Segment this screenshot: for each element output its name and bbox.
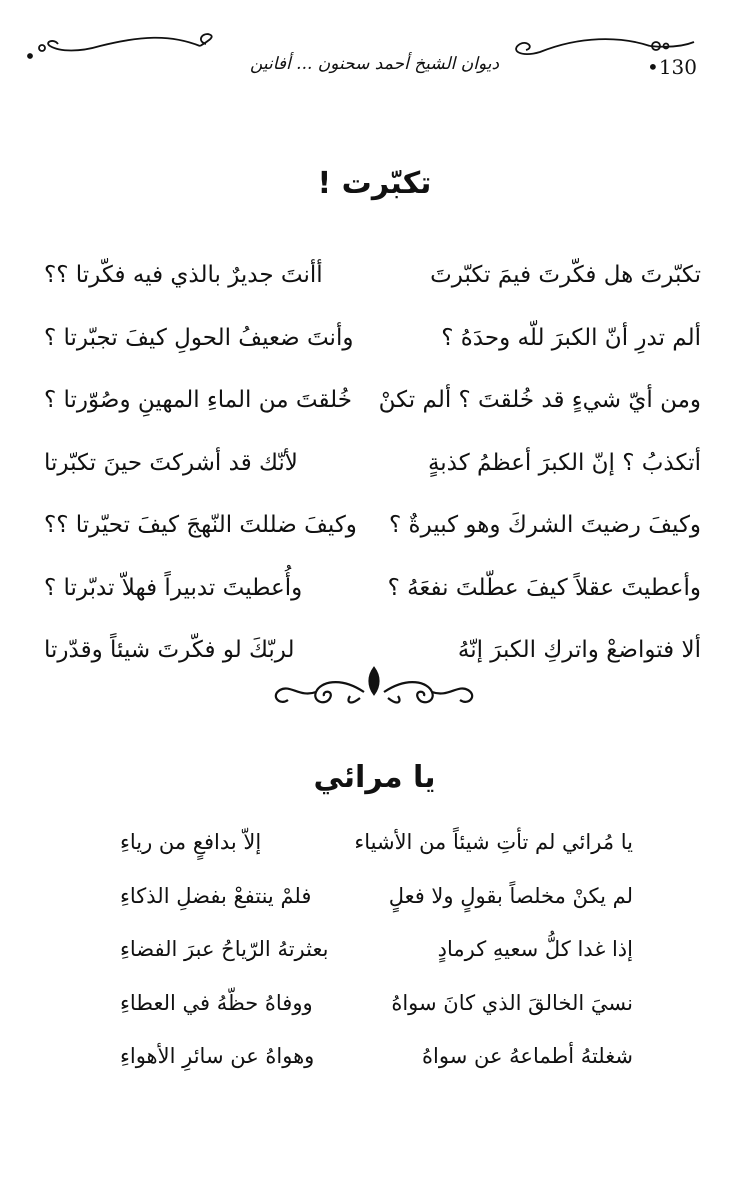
- poem-verse: [120, 830, 633, 884]
- verse-second-hemistich: خُلقتَ من الماءِ المهينِ وصُوّرتا ؟: [44, 387, 352, 413]
- poem-verse: [44, 575, 701, 638]
- poem-verse: [44, 262, 701, 325]
- book-title: ديوان الشيخ أحمد سحنون ... أفانين: [249, 54, 500, 74]
- verse-first-hemistich: لم يكنْ مخلصاً بقولٍ ولا فعلٍ: [388, 883, 633, 908]
- verse-second-hemistich: إلاّ بدافعٍ من رياءِ: [120, 830, 262, 854]
- verse-first-hemistich: شغلتهُ أطماعهُ عن سواهُ: [422, 1044, 633, 1068]
- verse-second-hemistich: فلمْ ينتفعْ بفضلِ الذكاءِ: [120, 883, 312, 908]
- poem-verse: [44, 450, 701, 513]
- poem-verse: [44, 387, 701, 450]
- verse-first-hemistich: تكبّرتَ هل فكّرتَ فيمَ تكبّرتَ: [430, 262, 701, 288]
- verse-second-hemistich: ووفاهُ حظّهُ في العطاءِ: [120, 990, 313, 1015]
- verse-second-hemistich: لأنّك قد أشركتَ حينَ تكبّرتا: [44, 449, 298, 476]
- verse-first-hemistich: نسيَ الخالقَ الذي كانَ سواهُ: [391, 990, 633, 1015]
- verse-first-hemistich: ومن أيّ شيءٍ قد خُلقتَ ؟ ألم تكنْ: [378, 387, 701, 413]
- poem-verse: [120, 991, 633, 1045]
- poem-body: [120, 830, 633, 1098]
- verse-first-hemistich: أتكذبُ ؟ إنّ الكبرَ أعظمُ كذبةٍ: [427, 449, 701, 476]
- verse-second-hemistich: بعثرتهُ الرّياحُ عبرَ الفضاءِ: [120, 937, 329, 961]
- section-divider-ornament: [0, 662, 749, 712]
- verse-second-hemistich: وأُعطيتَ تدبيراً فهلاّ تدبّرتا ؟: [44, 574, 303, 601]
- verse-first-hemistich: وأعطيتَ عقلاً كيفَ عطّلتَ نفعَهُ ؟: [387, 574, 701, 601]
- flourish-icon: [0, 662, 749, 712]
- verse-first-hemistich: وكيفَ رضيتَ الشركَ وهو كبيرةٌ ؟: [389, 512, 701, 538]
- page-number: •130: [647, 55, 697, 79]
- verse-first-hemistich: ألا فتواضعْ واتركِ الكبرَ إنّهُ: [457, 637, 701, 663]
- poem-title: تكبّرت !: [317, 166, 432, 201]
- poem-verse: [44, 325, 701, 388]
- poem-verse: [120, 884, 633, 938]
- verse-second-hemistich: وكيفَ ضللتَ النّهجَ كيفَ تحيّرتا ؟؟: [44, 512, 357, 538]
- verse-first-hemistich: يا مُرائي لم تأتِ شيئاً من الأشياء: [354, 830, 633, 854]
- verse-second-hemistich: وأنتَ ضعيفُ الحولِ كيفَ تجبّرتا ؟: [44, 324, 354, 351]
- poem-body: [44, 262, 701, 700]
- verse-first-hemistich: ألم تدرِ أنّ الكبرَ للّه وحدَهُ ؟: [441, 324, 701, 351]
- verse-second-hemistich: لربّكَ لو فكّرتَ شيئاً وقدّرتا: [44, 637, 295, 663]
- poem-verse: [120, 937, 633, 991]
- verse-second-hemistich: أأنتَ جديرٌ بالذي فيه فكّرتا ؟؟: [44, 262, 323, 288]
- page-header: [20, 22, 729, 92]
- poem-title: يا مرائي: [313, 760, 436, 795]
- poem-verse: [44, 512, 701, 575]
- verse-first-hemistich: إذا غدا كلُّ سعيهِ كرمادٍ: [437, 937, 633, 961]
- verse-second-hemistich: وهواهُ عن سائرِ الأهواءِ: [120, 1044, 315, 1068]
- poem-verse: [120, 1044, 633, 1098]
